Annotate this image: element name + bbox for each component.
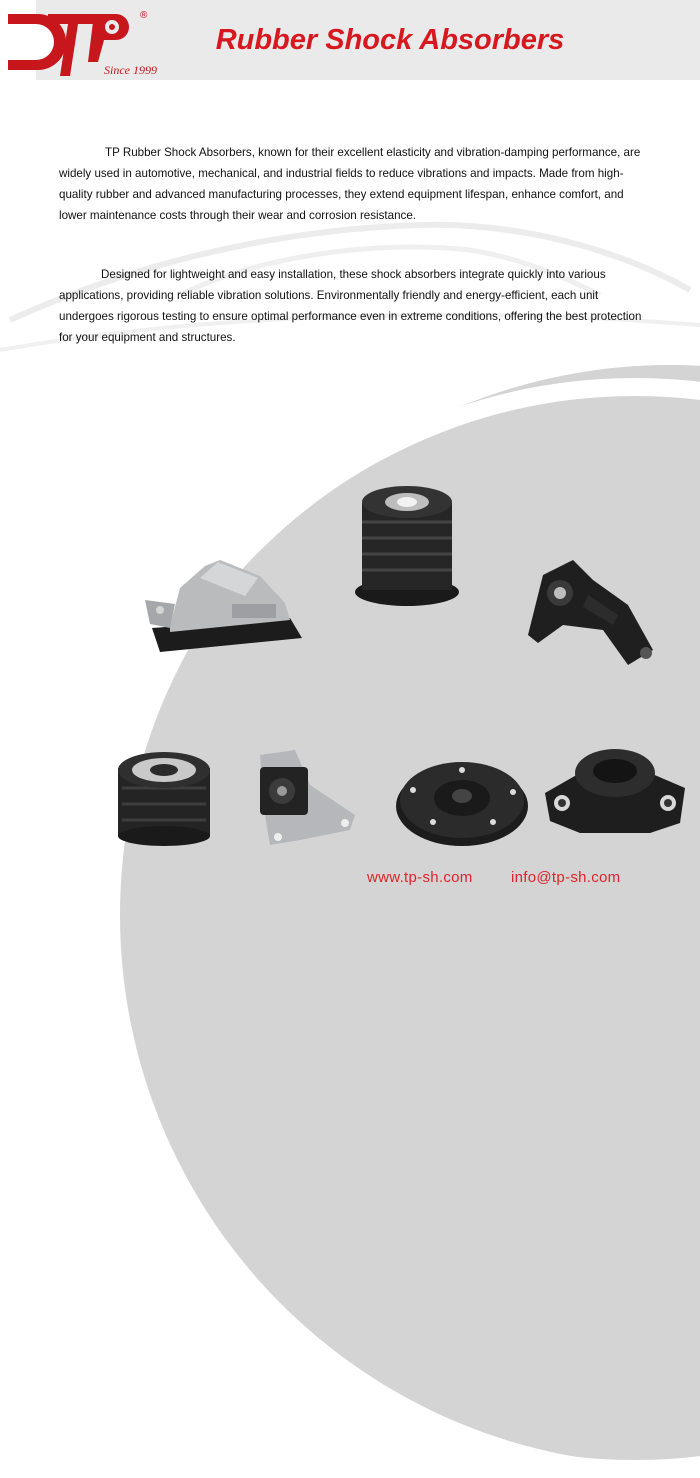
torque-strut-mount-image bbox=[518, 555, 663, 675]
intro-paragraph: TP Rubber Shock Absorbers, known for their excellent elasticity and vibration-damping performance, are widely used in automotive, mechanical, and industrial fields to reduce vibrations and impacts. Made from high-quality rubber and advanced manufacturing processes, they extend equipment lifespan, enhance comfort, and lower maintenance costs through their wear and corrosion resistance. bbox=[59, 146, 641, 222]
engine-mount-image bbox=[140, 548, 310, 663]
cylindrical-bushing-image bbox=[110, 748, 218, 848]
footer-email[interactable]: info@tp-sh.com bbox=[511, 869, 621, 886]
transmission-mount-image bbox=[240, 745, 365, 850]
since-1999: Since 1999 bbox=[104, 63, 157, 77]
registered-mark: ® bbox=[140, 10, 148, 21]
strut-top-plate-image bbox=[393, 750, 531, 850]
bushing-tall-image bbox=[352, 482, 462, 610]
shock-top-mount-image bbox=[540, 733, 690, 848]
footer-website[interactable]: www.tp-sh.com bbox=[367, 869, 473, 886]
features-paragraph: Designed for lightweight and easy installation, these shock absorbers integrate quickly into various applications, providing reliable vibration solutions. Environmentally friendly and energy-efficient, each unit undergoes rigorous testing to ensure optimal performance even in extreme conditions, offering the best protection for your equipment and structures. bbox=[59, 268, 642, 344]
page-title: Rubber Shock Absorbers bbox=[215, 24, 565, 56]
